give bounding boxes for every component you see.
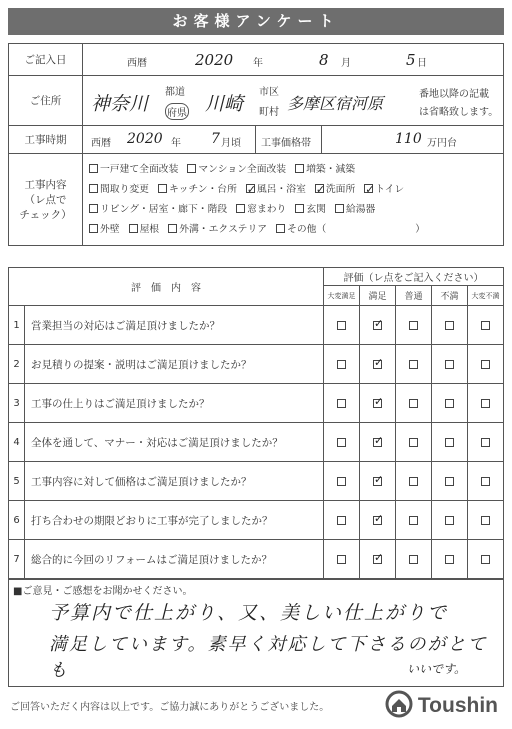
question-text: 工事内容に対して価格はご満足頂けましたか？ (25, 462, 324, 501)
rating-column-header: 普通 (396, 286, 432, 306)
rating-cell[interactable] (396, 423, 432, 462)
checkbox-icon[interactable] (481, 321, 490, 330)
question-text: 打ち合わせの期限どおりに工事が完了しましたか？ (25, 501, 324, 540)
checkbox-icon[interactable] (373, 360, 382, 369)
checkbox-icon[interactable] (158, 184, 167, 193)
footer-text: ご回答いただく内容は以上です。ご協力誠にありがとうございました。 (10, 702, 330, 713)
address-prefecture: 神奈川 (91, 92, 149, 115)
city-unit-1: 市区 (259, 86, 279, 98)
checkbox-icon[interactable] (445, 516, 454, 525)
question-number: 5 (9, 462, 25, 501)
period-label: 工事時期 (9, 126, 83, 154)
work-label (9, 154, 83, 246)
period-field (83, 126, 504, 154)
rating-cell[interactable] (360, 345, 396, 384)
work-option-label: キッチン・台所 (168, 183, 237, 195)
checkbox-icon[interactable] (373, 555, 382, 564)
rating-cell[interactable] (396, 384, 432, 423)
work-option-label: その他（ (287, 223, 327, 235)
checkbox-icon[interactable] (337, 516, 346, 525)
checkbox-icon[interactable] (445, 360, 454, 369)
rating-cell[interactable] (432, 540, 468, 579)
checkbox-icon[interactable] (337, 360, 346, 369)
work-option[interactable] (364, 184, 404, 195)
checkbox-icon[interactable] (335, 204, 344, 213)
question-text: 営業担当の対応はご満足頂けましたか？ (25, 306, 324, 345)
checkbox-icon[interactable] (445, 399, 454, 408)
rating-cell[interactable] (396, 540, 432, 579)
question-row (9, 423, 504, 462)
checkbox-icon[interactable] (409, 321, 418, 330)
checkbox-icon[interactable] (373, 399, 382, 408)
work-option-label: 増築・減築 (306, 163, 356, 175)
question-number: 4 (9, 423, 25, 462)
rating-cell[interactable] (324, 306, 360, 345)
work-option[interactable] (236, 204, 286, 215)
comment-title: ■ご意見・ご感想をお聞かせください。 (13, 586, 193, 597)
period-year-unit: 年 (171, 137, 181, 149)
question-number: 6 (9, 501, 25, 540)
address-label: ご住所 (9, 76, 83, 126)
work-option[interactable] (89, 164, 178, 175)
work-option[interactable] (89, 224, 120, 235)
rating-cell[interactable] (324, 462, 360, 501)
city-unit-2: 町村 (259, 106, 279, 118)
rating-cell[interactable] (432, 462, 468, 501)
rating-cell[interactable] (324, 501, 360, 540)
question-row (9, 501, 504, 540)
work-option[interactable] (415, 224, 425, 235)
rating-column-header: 満足 (360, 286, 396, 306)
checkbox-icon[interactable] (129, 224, 138, 233)
checkbox-icon[interactable] (168, 224, 177, 233)
question-row (9, 306, 504, 345)
entry-date-day: 5 (406, 50, 416, 69)
evaluation-content-header: 評 価 内 容 (9, 268, 324, 306)
work-option[interactable] (315, 184, 355, 195)
period-month-unit: 月頃 (221, 137, 241, 149)
work-option-label: 窓まわり (247, 203, 287, 215)
rating-cell[interactable] (360, 462, 396, 501)
work-option-label: 屋根 (139, 223, 160, 235)
work-option[interactable] (89, 184, 149, 195)
rating-cell[interactable] (468, 501, 504, 540)
question-row (9, 345, 504, 384)
checkbox-icon[interactable] (445, 477, 454, 486)
checkbox-icon[interactable] (89, 224, 98, 233)
checkbox-icon[interactable] (364, 184, 373, 193)
work-option-label: 間取り変更 (100, 183, 149, 195)
entry-date-year-unit: 年 (253, 57, 263, 69)
rating-cell[interactable] (432, 501, 468, 540)
price-divider (321, 126, 322, 154)
entry-date-month: 8 (319, 50, 329, 69)
customer-info-table (8, 43, 504, 246)
entry-date-field (83, 44, 504, 76)
work-option[interactable] (129, 224, 160, 235)
rating-cell[interactable] (396, 345, 432, 384)
checkbox-icon[interactable] (89, 204, 98, 213)
checkbox-icon[interactable] (481, 399, 490, 408)
checkbox-icon[interactable] (236, 204, 245, 213)
work-option[interactable] (168, 224, 267, 235)
checkbox-icon[interactable] (337, 438, 346, 447)
work-option[interactable] (158, 184, 237, 195)
checkbox-icon[interactable] (445, 321, 454, 330)
rating-cell[interactable] (324, 345, 360, 384)
rating-cell[interactable] (360, 423, 396, 462)
entry-date-day-unit: 日 (417, 57, 427, 69)
rating-column-header: 不満 (432, 286, 468, 306)
question-row (9, 462, 504, 501)
work-option[interactable] (276, 224, 326, 235)
question-number: 1 (9, 306, 25, 345)
address-note-1: 番地以降の記載 (419, 88, 489, 100)
work-option-label: ） (415, 223, 426, 235)
question-text: お見積りの提案・説明はご満足頂けましたか？ (25, 345, 324, 384)
address-field (83, 76, 504, 126)
checkbox-icon[interactable] (445, 555, 454, 564)
house-logo-icon (384, 690, 414, 721)
checkbox-icon[interactable] (409, 438, 418, 447)
rating-cell[interactable] (432, 423, 468, 462)
checkbox-icon[interactable] (373, 438, 382, 447)
checkbox-icon[interactable] (373, 321, 382, 330)
logo-text: Toushin (417, 693, 498, 717)
entry-date-label: ご記入日 (9, 44, 83, 76)
rating-cell[interactable] (432, 384, 468, 423)
rating-cell[interactable] (468, 384, 504, 423)
checkbox-icon[interactable] (409, 399, 418, 408)
work-option[interactable] (335, 204, 375, 215)
checkbox-icon[interactable] (315, 184, 324, 193)
address-note-2: は省略致します。 (419, 106, 499, 118)
work-label-line-3: チェック） (19, 209, 72, 221)
work-option-label: トイレ (375, 183, 405, 195)
checkbox-icon[interactable] (373, 477, 382, 486)
question-text: 工事の仕上りはご満足頂けましたか？ (25, 384, 324, 423)
checkbox-icon[interactable] (409, 360, 418, 369)
period-divider (255, 126, 256, 154)
company-logo (384, 690, 498, 721)
comment-line-3: いいです。 (407, 662, 467, 676)
rating-cell[interactable] (468, 423, 504, 462)
question-row (9, 384, 504, 423)
work-option-label: 外壁 (100, 223, 120, 235)
address-town: 多摩区宿河原 (287, 93, 384, 113)
work-option[interactable] (89, 204, 227, 215)
rating-cell[interactable] (468, 462, 504, 501)
checkbox-icon[interactable] (337, 399, 346, 408)
work-label-line-2: （レ点で (24, 194, 67, 206)
checkbox-icon[interactable] (481, 477, 490, 486)
work-option[interactable] (295, 204, 326, 215)
work-option-label: 玄関 (306, 203, 326, 215)
checkbox-icon[interactable] (481, 555, 490, 564)
work-option-label: 風呂・浴室 (256, 183, 306, 195)
evaluation-table (8, 267, 504, 579)
period-era: 西暦 (91, 137, 111, 149)
checkbox-icon[interactable] (337, 477, 346, 486)
work-option[interactable] (246, 184, 306, 195)
period-month: 7 (211, 130, 220, 147)
checkbox-icon[interactable] (246, 184, 255, 193)
checkbox-icon[interactable] (337, 555, 346, 564)
rating-cell[interactable] (360, 501, 396, 540)
question-text: 総合的に今回のリフォームはご満足頂けましたか？ (25, 540, 324, 579)
rating-column-header: 大変不満 (468, 286, 504, 306)
price-unit: 万円台 (427, 137, 457, 149)
checkbox-icon[interactable] (89, 164, 98, 173)
rating-header: 評価（レ点をご記入ください） (324, 268, 504, 286)
price-label: 工事価格帯 (261, 137, 311, 149)
price-value: 110 (395, 130, 422, 147)
rating-cell[interactable] (324, 384, 360, 423)
question-number: 7 (9, 540, 25, 579)
address-city: 川崎 (205, 92, 244, 115)
checkbox-icon[interactable] (481, 516, 490, 525)
comment-line-2: 満足しています。素早く対応して下さるのがとても (49, 634, 488, 681)
question-number: 2 (9, 345, 25, 384)
work-option-label: 洗面所 (325, 183, 356, 195)
entry-date-era: 西暦 (127, 57, 147, 69)
rating-cell[interactable] (468, 540, 504, 579)
rating-cell[interactable] (324, 540, 360, 579)
rating-cell[interactable] (432, 345, 468, 384)
rating-cell[interactable] (360, 540, 396, 579)
work-option-label: 一戸建て全面改装 (100, 163, 179, 175)
work-label-line-1: 工事内容 (24, 179, 67, 191)
work-option[interactable] (187, 164, 286, 175)
rating-cell[interactable] (360, 306, 396, 345)
entry-date-year: 2020 (195, 50, 234, 69)
rating-cell[interactable] (324, 423, 360, 462)
checkbox-icon[interactable] (276, 224, 285, 233)
checkbox-icon[interactable] (337, 321, 346, 330)
checkbox-icon[interactable] (295, 164, 304, 173)
rating-cell[interactable] (360, 384, 396, 423)
checkbox-icon[interactable] (409, 477, 418, 486)
checkbox-icon[interactable] (481, 360, 490, 369)
question-text: 全体を通して、マナー・対応はご満足頂けましたか？ (25, 423, 324, 462)
work-option-label: 外溝・エクステリア (179, 223, 268, 235)
checkbox-icon[interactable] (295, 204, 304, 213)
prefecture-unit-2: 府県 (165, 103, 189, 120)
comment-box (8, 579, 504, 687)
work-option-label: 給湯器 (345, 203, 376, 215)
rating-cell[interactable] (396, 462, 432, 501)
work-option-label: マンション全面改装 (198, 163, 287, 175)
rating-column-header: 大変満足 (324, 286, 360, 306)
survey-title: お客様アンケート (8, 8, 504, 35)
prefecture-unit-1: 都道 (165, 86, 185, 98)
rating-cell[interactable] (468, 306, 504, 345)
checkbox-icon[interactable] (481, 438, 490, 447)
question-number: 3 (9, 384, 25, 423)
checkbox-icon[interactable] (409, 516, 418, 525)
work-option[interactable] (295, 164, 355, 175)
checkbox-icon[interactable] (409, 555, 418, 564)
work-option-label: リビング・居室・廊下・階段 (100, 203, 228, 215)
checkbox-icon[interactable] (89, 184, 98, 193)
rating-cell[interactable] (396, 306, 432, 345)
checkbox-icon[interactable] (373, 516, 382, 525)
checkbox-icon[interactable] (445, 438, 454, 447)
checkbox-icon[interactable] (187, 164, 196, 173)
rating-cell[interactable] (468, 345, 504, 384)
rating-cell[interactable] (396, 501, 432, 540)
work-options (83, 154, 504, 246)
period-year: 2020 (127, 130, 163, 147)
entry-date-month-unit: 月 (341, 57, 351, 69)
rating-cell[interactable] (432, 306, 468, 345)
comment-line-1: 予算内で仕上がり、又、美しい仕上がりで (49, 602, 449, 624)
question-row (9, 540, 504, 579)
